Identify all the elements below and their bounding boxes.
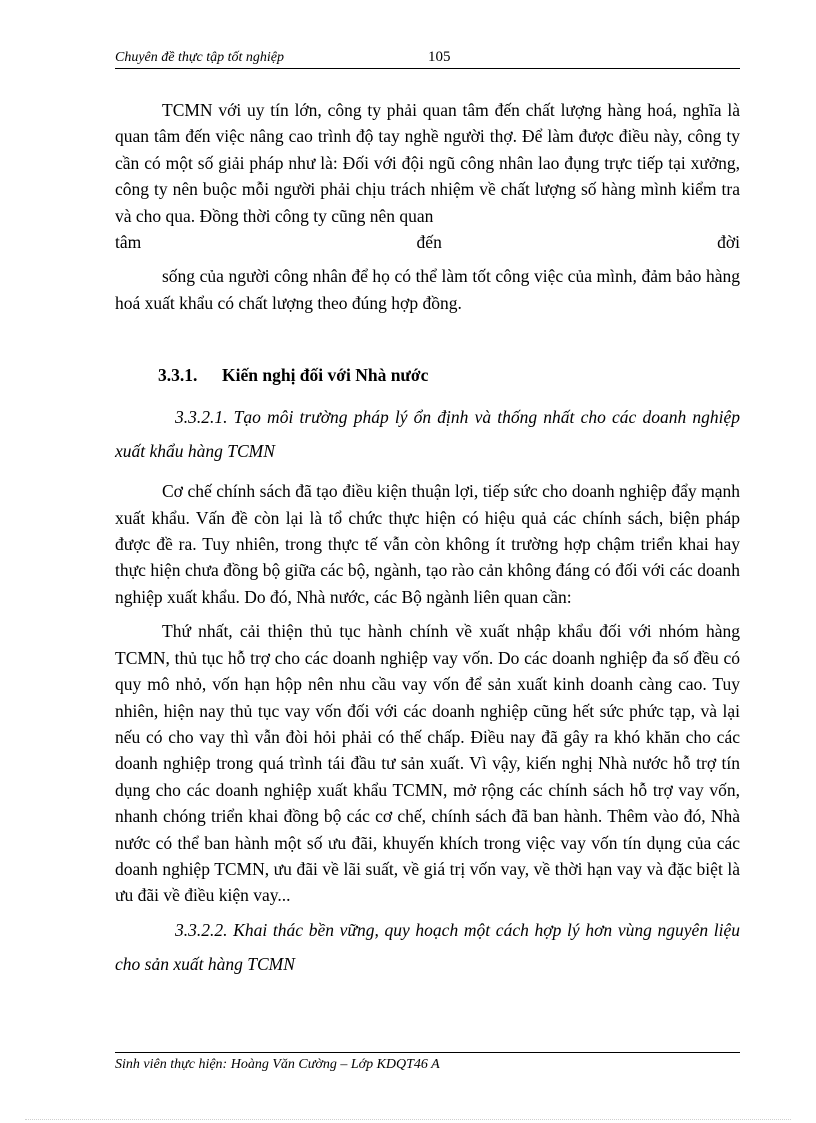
page-footer: Sinh viên thực hiện: Hoàng Văn Cường – Lớp KDQT46 A <box>115 1057 440 1072</box>
word: tâm <box>115 232 142 253</box>
paragraph-1-last-line <box>115 229 740 255</box>
section-title: Kiến nghị đối với Nhà nước <box>222 365 429 386</box>
page-header <box>115 49 740 69</box>
word: đến <box>416 232 442 253</box>
header-title: Chuyên đề thực tập tốt nghiệp <box>115 50 284 65</box>
subsection-heading-2: 3.3.2.2. Khai thác bền vững, quy hoạch một cách hợp lý hơn vùng nguyên liệu cho sản xuất hàng TCMN <box>115 919 740 974</box>
subsection-heading-1: 3.3.2.1. Tạo môi trường pháp lý ổn định và thống nhất cho các doanh nghiệp xuất khẩu hàng TCMN <box>115 407 740 462</box>
word: đời <box>717 232 740 253</box>
section-heading <box>115 362 740 388</box>
paragraph-2: sống của người công nhân để họ có thể làm tốt công việc của mình, đảm bảo hàng hoá xuất khẩu có chất lượng theo đúng hợp đồng. <box>115 266 740 313</box>
header-rule <box>115 68 740 69</box>
page-edge-divider <box>25 1119 791 1120</box>
page-body <box>115 97 740 981</box>
paragraph-4: Thứ nhất, cải thiện thủ tục hành chính về xuất nhập khẩu đối với nhóm hàng TCMN, thủ tục hỗ trợ cho các doanh nghiệp vay vốn. Do các doanh nghiệp đa số đều có quy mô nhỏ, vốn hạn hộp nên nhu cầu vay vốn để sản xuất kinh doanh càng cao. Tuy nhiên, hiện nay thủ tục vay vốn đối với các doanh nghiệp cũng hết sức phức tạp, và lại nếu có cho vay thì vẫn đòi hỏi phải có thế chấp. Điều nay đã gây ra khó khăn cho các doanh nghiệp trong quá trình tái đầu tư sản xuất. Vì vậy, kiến nghị Nhà nước hỗ trợ tín dụng cho các doanh nghiệp xuất khẩu TCMN, mở rộng các chính sách hỗ trợ vay vốn, nhanh chóng triển khai đồng bộ các cơ chế, chính sách đã ban hành. Thêm vào đó, Nhà nước có thể ban hành một số ưu đãi, khuyến khích trong việc vay vốn tín dụng của các doanh nghiệp TCMN, ưu đãi về lãi suất, về giá trị vốn vay, về thời hạn vay và đặc biệt là ưu đãi về điều kiện vay... <box>115 621 740 906</box>
paragraph-1: TCMN với uy tín lớn, công ty phải quan tâm đến chất lượng hàng hoá, nghĩa là quan tâm đến việc nâng cao trình độ tay nghề người thợ. Để làm được điều này, công ty cần có một số giải pháp như là: Đối với đội ngũ công nhân lao đụng trực tiếp tại xưởng, công ty nên buộc mỗi người phải chịu trách nhiệm về chất lượng số hàng mình kiểm tra và cho qua. Đồng thời công ty cũng nên quan <box>115 100 740 226</box>
page-number: 105 <box>428 49 451 65</box>
footer-rule <box>115 1052 740 1053</box>
paragraph-3: Cơ chế chính sách đã tạo điều kiện thuận lợi, tiếp sức cho doanh nghiệp đẩy mạnh xuất khẩu. Vấn đề còn lại là tổ chức thực hiện có hiệu quả các chính sách, biện pháp được đề ra. Tuy nhiên, trong thực tế vẫn còn không ít trường hợp chậm triển khai hay thực hiện chưa đồng bộ giữa các bộ, ngành, tạo rào cản không đáng có đối với các doanh nghiệp xuất khẩu. Do đó, Nhà nước, các Bộ ngành liên quan cần: <box>115 481 740 607</box>
section-number: 3.3.1. <box>158 365 198 386</box>
